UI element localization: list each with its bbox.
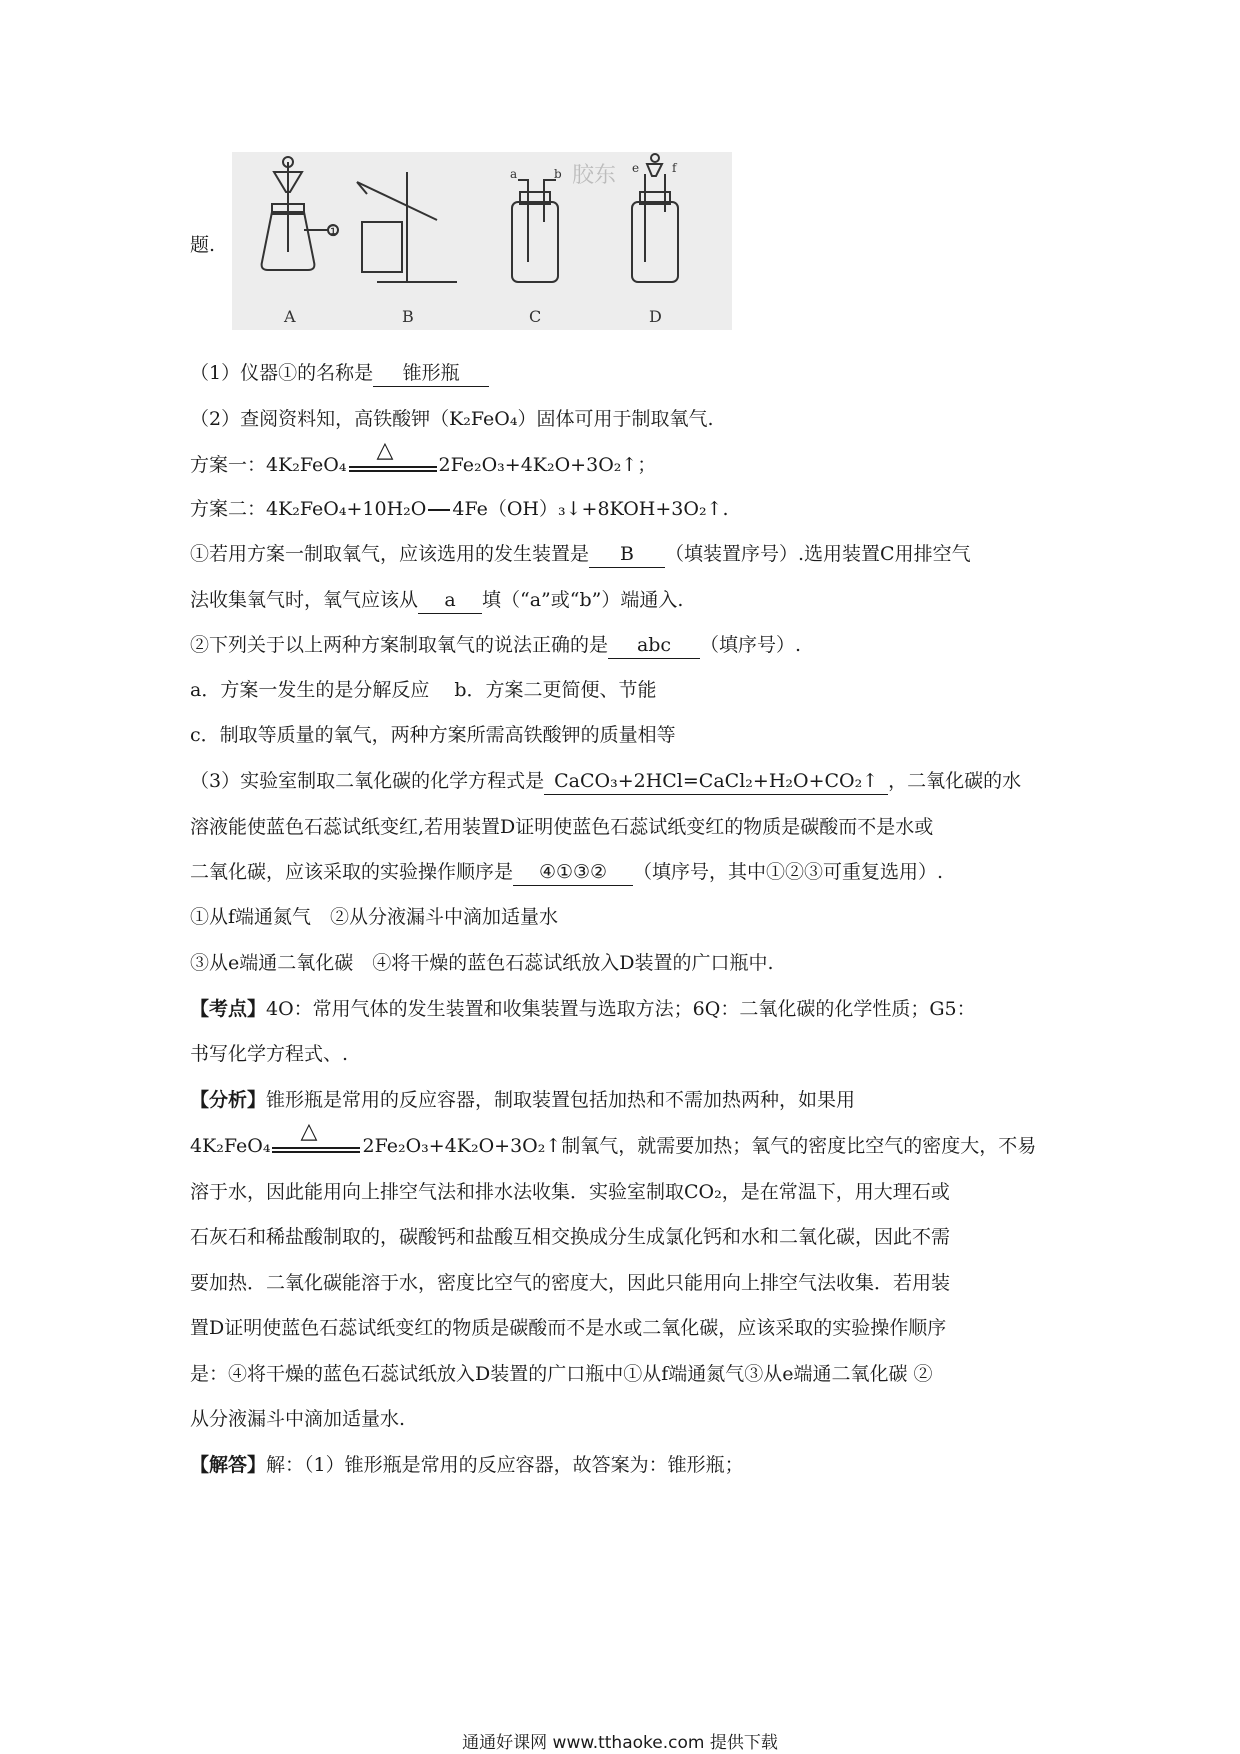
q2-sub2-text-b: （填序号）. — [700, 634, 802, 656]
apparatus-figure — [232, 152, 732, 330]
option-c: c．制取等质量的氧气，两种方案所需高铁酸钾的质量相等 — [190, 724, 676, 746]
q2-sub1-answer1: B — [589, 541, 665, 568]
page-footer: 通通好课网 www.tthaoke.com 提供下载 — [462, 1733, 778, 1753]
plan1-right: 2Fe₂O₃+4K₂O+3O₂↑； — [438, 454, 657, 476]
jieda-line — [190, 1452, 744, 1478]
test-tube — [357, 182, 437, 220]
fenxi-line8: 从分液漏斗中滴加适量水. — [190, 1408, 406, 1430]
label-port-e: e — [632, 161, 640, 175]
burner — [362, 222, 402, 272]
q3-ops1: ①从f端通氮气 ②从分液漏斗中滴加适量水 — [190, 906, 559, 928]
kaodian-tag: 【考点】 — [190, 998, 267, 1020]
label-port-b: b — [554, 167, 562, 181]
kaodian-line1 — [190, 996, 976, 1022]
fenxi-eq-right: 2Fe₂O₃+4K₂O+3O₂↑制氧气，就需要加热；氧气的密度比空气的密度大，不易 — [362, 1135, 1037, 1157]
q2-sub2-answer: abc — [608, 632, 700, 659]
option-ab: a．方案一发生的是分解反应 b．方案二更简便、节能 — [190, 679, 657, 701]
q3-answer-equation: CaCO₃+2HCl=CaCl₂+H₂O+CO₂↑ — [544, 768, 888, 795]
triangle-icon: △ — [376, 438, 394, 463]
plan2-line — [190, 496, 729, 522]
label-port-f: f — [672, 161, 677, 175]
label-c: C — [529, 307, 542, 326]
label-b: B — [402, 307, 414, 326]
q2-sub1-line2 — [190, 587, 683, 614]
kaodian-text1: 4O：常用气体的发生装置和收集装置与选取方法；6Q：二氧化碳的化学性质；G5： — [266, 998, 976, 1020]
q1-answer: 锥形瓶 — [373, 360, 489, 387]
fenxi-line3: 溶于水，因此能用向上排空气法和排水法收集．实验室制取CO₂，是在常温下，用大理石或 — [190, 1181, 950, 1203]
kaodian-line2: 书写化学方程式、. — [190, 1043, 349, 1065]
triangle-icon: △ — [300, 1119, 318, 1144]
q3-text-a: （3）实验室制取二氧化碳的化学方程式是 — [190, 770, 545, 792]
q3-answer-order: ④①③② — [513, 859, 633, 886]
gas-bottle-d — [632, 202, 678, 282]
heat-equal-sign — [349, 438, 437, 478]
plan2-label: 方案二： — [190, 498, 267, 520]
reaction-dash — [428, 509, 450, 511]
jieda-tag: 【解答】 — [190, 1454, 267, 1476]
fenxi-line4: 石灰石和稀盐酸制取的，碳酸钙和盐酸互相交换成分生成氯化钙和水和二氧化碳，因此不需 — [190, 1226, 951, 1248]
fenxi-line6: 置D证明使蓝色石蕊试纸变红的物质是碳酸而不是水或二氧化碳，应该采取的实验操作顺序 — [190, 1317, 947, 1339]
apparatus-diagram — [232, 152, 732, 330]
fenxi-eq-left: 4K₂FeO₄ — [190, 1135, 271, 1157]
fenxi-text1: 锥形瓶是常用的反应容器，制取装置包括加热和不需加热两种，如果用 — [266, 1089, 856, 1111]
fenxi-tag: 【分析】 — [190, 1089, 267, 1111]
q2-sub2-text-a: ②下列关于以上两种方案制取氧气的说法正确的是 — [190, 634, 609, 656]
plan1-line — [190, 438, 657, 478]
plan2-right: 4Fe（OH）₃↓+8KOH+3O₂↑. — [452, 498, 729, 520]
q2-sub2-line — [190, 632, 801, 659]
q2-sub1-text-d: 填（“a”或“b”）端通入. — [482, 589, 684, 611]
q2-sub1-text-c: 法收集氧气时，氧气应该从 — [190, 589, 419, 611]
watermark: 胶东 — [572, 163, 617, 188]
fenxi-line5: 要加热．二氧化碳能溶于水，密度比空气的密度大，因此只能用向上排空气法收集．若用装 — [190, 1272, 951, 1294]
fenxi-line1 — [190, 1087, 855, 1113]
label-a: A — [284, 307, 296, 326]
jieda-text: 解：（1）锥形瓶是常用的反应容器，故答案为：锥形瓶； — [266, 1454, 744, 1476]
q3-line1 — [190, 768, 1021, 795]
q3-text-c: 二氧化碳，应该采取的实验操作顺序是 — [190, 861, 514, 883]
plan2-left: 4K₂FeO₄+10H₂O — [266, 498, 427, 520]
plan1-label: 方案一： — [190, 454, 267, 476]
q3-text-b: ，二氧化碳的水 — [888, 770, 1022, 792]
q1-line — [190, 360, 489, 387]
question-intro: 题. — [190, 234, 216, 256]
label-circled-1: ① — [327, 224, 340, 240]
label-port-a: a — [510, 167, 518, 181]
q3-line2: 溶液能使蓝色石蕊试纸变红,若用装置D证明使蓝色石蕊试纸变红的物质是碳酸而不是水或 — [190, 816, 934, 838]
q2-sub1-answer2: a — [418, 587, 482, 614]
plan1-left: 4K₂FeO₄ — [266, 454, 347, 476]
q2-sub1-text-a: ①若用方案一制取氧气，应该选用的发生装置是 — [190, 543, 590, 565]
q2-sub1-text-b: （填装置序号）.选用装置C用排空气 — [665, 543, 971, 565]
fenxi-line2 — [190, 1119, 1037, 1159]
label-d: D — [649, 307, 662, 326]
q3-ops2: ③从e端通二氧化碳 ④将干燥的蓝色石蕊试纸放入D装置的广口瓶中. — [190, 952, 774, 974]
fenxi-heat-equal-sign — [272, 1119, 360, 1159]
fenxi-line7: 是：④将干燥的蓝色石蕊试纸放入D装置的广口瓶中①从f端通氮气③从e端通二氧化碳 ② — [190, 1363, 933, 1385]
q3-text-d: （填序号，其中①②③可重复选用）. — [633, 861, 944, 883]
q2-sub1-line1 — [190, 541, 971, 568]
q1-text: （1）仪器①的名称是 — [190, 362, 374, 384]
q2-intro: （2）查阅资料知，高铁酸钾（K₂FeO₄）固体可用于制取氧气. — [190, 408, 714, 430]
gas-bottle-c — [512, 202, 558, 282]
q3-line3 — [190, 859, 943, 886]
